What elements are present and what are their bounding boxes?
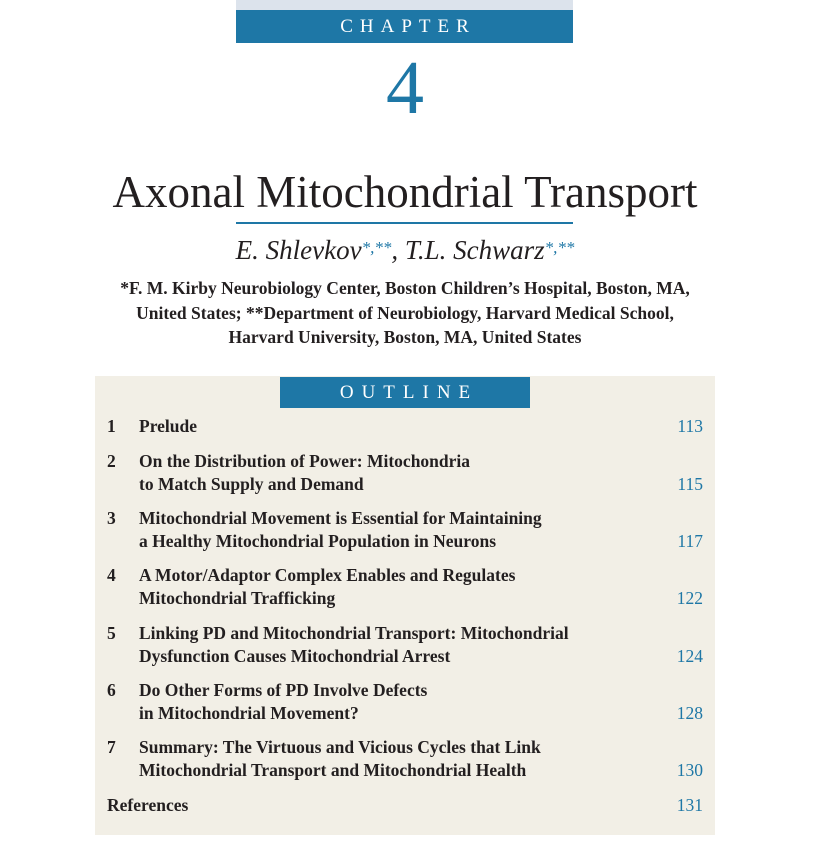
toc-entry-title: Mitochondrial Movement is Essential for Maintaining a Healthy Mitochondrial Population in Neurons [139,508,542,551]
toc-entry-page: 128 [676,703,703,723]
author-affiliation-mark: *,** [361,238,392,257]
toc-entry-page: 115 [677,474,703,494]
toc-entry-title: Summary: The Virtuous and Vicious Cycles that Link Mitochondrial Transport and Mitochondrial Health [139,737,541,780]
toc-entry-page: 122 [676,588,703,608]
toc-entry-number: 5 [107,623,116,643]
toc-references-label: References [107,795,189,815]
toc-entry-page: 113 [677,416,703,436]
toc-entry-page: 117 [677,531,703,551]
toc-entry-title: On the Distribution of Power: Mitochondria to Match Supply and Demand [139,451,471,494]
affiliation-line: *F. M. Kirby Neurobiology Center, Boston Children’s Hospital, Boston, MA, [120,278,690,298]
toc-references-page: 131 [676,795,703,815]
toc-entry-page: 124 [676,646,703,666]
affiliation-line: Harvard University, Boston, MA, United States [228,327,582,347]
toc-entry-number: 7 [107,737,116,757]
chapter-title: Axonal Mitochondrial Transport [112,167,698,217]
header-top-strip [236,0,573,10]
toc-entry-number: 6 [107,680,116,700]
chapter-number: 4 [386,46,424,130]
author-affiliation-mark: *,** [544,238,575,257]
toc-entry-page: 130 [676,760,703,780]
author-separator: , [391,235,405,265]
toc-entry-number: 3 [107,508,116,528]
chapter-label-bar [236,10,573,43]
toc-entry-number: 4 [107,565,116,585]
toc-entry-title: Prelude [139,416,198,436]
toc-entry-title: A Motor/Adaptor Complex Enables and Regulates Mitochondrial Trafficking [139,565,516,608]
author-name: T.L. Schwarz [404,235,545,265]
toc-entry-title: Do Other Forms of PD Involve Defects in Mitochondrial Movement? [139,680,428,723]
chapter-label: CHAPTER [340,15,476,37]
toc-entry-number: 1 [107,416,116,436]
outline-label-bar [280,377,530,408]
toc-entry-title: Linking PD and Mitochondrial Transport: Mitochondrial Dysfunction Causes Mitochondrial Arrest [139,623,569,666]
author-line [0,232,810,268]
affiliation-block [0,276,810,350]
toc-entry-number: 2 [107,451,116,471]
outline-label: OUTLINE [339,381,479,403]
title-divider [236,222,573,224]
affiliation-line: United States; **Department of Neurobiology, Harvard Medical School, [136,302,674,323]
author-name: E. Shlevkov [235,235,362,265]
